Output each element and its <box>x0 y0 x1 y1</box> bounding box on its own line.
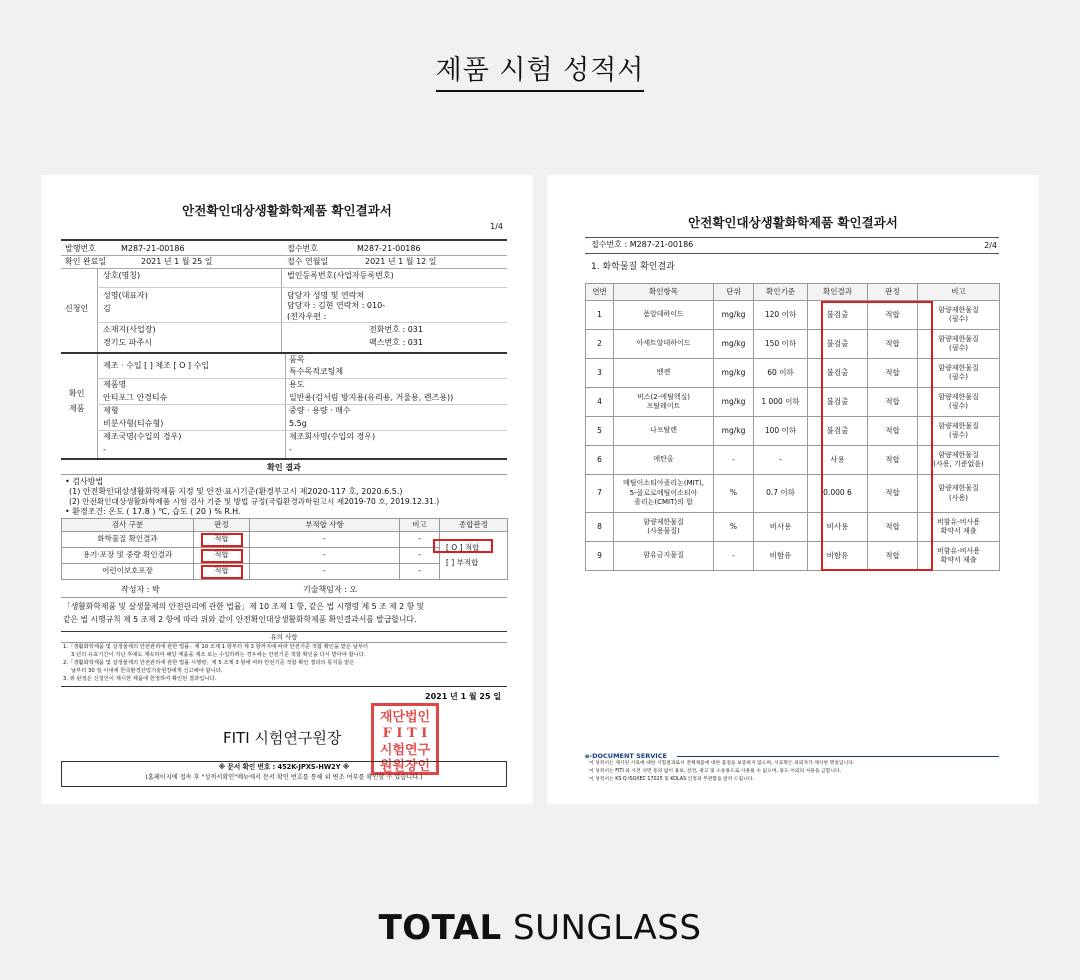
notice-title: 유의 사항 <box>270 633 298 641</box>
chem-cell-result: 불검출 <box>808 330 868 359</box>
chem-cell-result: 0.000 6 <box>808 475 868 513</box>
chem-row <box>586 513 1000 542</box>
footer-line-1: 이 성적서는 제시된 시료에 대한 시험결과로서 전체제품에 대한 품질을 보증하지 않으며, 시료명은 의뢰자가 제시한 명칭입니다. <box>589 761 855 766</box>
method-2: (2) 안전확인대상생활화학제품 시험 검사 기준 및 방법 규정(국립환경과학원고시 제2019-70 호, 2019.12.31.) <box>69 497 440 506</box>
edocument-service-title: e-DOCUMENT SERVICE <box>585 752 667 760</box>
chem-cell-item: 비스(2-에틸헥실) 프탈레이트 <box>614 388 714 417</box>
notice-1: 1.「생활화학제품 및 살생물제의 안전관리에 관한 법률」제 10 조제 1 항부터 제 3 항까지에 따라 안전기준 적합 확인을 받은 날부터 <box>63 644 369 650</box>
result-header: 판정 <box>194 519 250 532</box>
chem-cell-item: 함유금지물질 <box>614 542 714 571</box>
chem-cell-item: 폼알데하이드 <box>614 301 714 330</box>
chem-cell-unit: - <box>714 542 754 571</box>
result-row-issue: - <box>250 548 400 564</box>
chem-cell-std: 100 이하 <box>754 417 808 446</box>
chem-cell-std: 0.7 이하 <box>754 475 808 513</box>
chem-cell-result: 불검출 <box>808 359 868 388</box>
chem-cell-verdict: 적합 <box>868 513 918 542</box>
method-1: (1) 안전확인대상생활화학제품 지정 및 안전·표시기준(환경부고시 제2020-117 호, 2020.6.5.) <box>69 487 403 496</box>
chem-cell-verdict: 적합 <box>868 301 918 330</box>
chem-cell-item: 아세트알데하이드 <box>614 330 714 359</box>
chem-row <box>586 446 1000 475</box>
rep-label: 성명(대표자) <box>103 291 148 300</box>
chem-cell-unit: mg/kg <box>714 359 754 388</box>
chem-cell-item: 함량제한물질 (사용물질) <box>614 513 714 542</box>
director: FITI 시험연구원장 <box>223 729 342 747</box>
method-title: • 검사방법 <box>65 477 104 486</box>
chem-cell-result: 불검출 <box>808 301 868 330</box>
item-label: 품목 <box>289 355 305 364</box>
chem-cell-note: 함량제한물질 (필수) <box>918 388 1000 417</box>
result-row-name: 용기·포장 및 중량 확인결과 <box>62 548 194 564</box>
chem-cell-no: 9 <box>586 542 614 571</box>
chem-cell-no: 3 <box>586 359 614 388</box>
result-header: 검사 구분 <box>62 519 194 532</box>
country: - <box>103 445 106 454</box>
issue-date: 2021 년 1 월 25 일 <box>425 692 502 701</box>
form: 비분사형(티슈형) <box>103 419 164 428</box>
result-heading: 확인 결과 <box>267 463 301 472</box>
footer-line-3: 이 성적서는 KS Q ISO/IEC 17025 및 KOLAS 인정과 무관함을 알려 드립니다. <box>589 777 754 782</box>
chem-cell-note: 함량제한물질 (필수) <box>918 330 1000 359</box>
result-header: 비고 <box>400 519 440 532</box>
chem-cell-no: 1 <box>586 301 614 330</box>
use: 일반용(김서림 방지용(유리용, 거울용, 렌즈용)) <box>289 393 454 402</box>
chem-cell-result: 불검출 <box>808 388 868 417</box>
manager-label: 담당자 성명 및 연락처 <box>287 291 365 300</box>
chem-cell-unit: - <box>714 446 754 475</box>
chem-cell-note: 비함유-비사용 확약서 제출 <box>918 513 1000 542</box>
result-row-issue: - <box>250 564 400 580</box>
name: 안티포그 안경티슈 <box>103 393 168 402</box>
chem-cell-item: 에탄올 <box>614 446 714 475</box>
chem-cell-std: 1 000 이하 <box>754 388 808 417</box>
verdict-highlight <box>201 549 243 563</box>
chem-cell-note: 함량제한물질 (사용) <box>918 475 1000 513</box>
certificate-page-1 <box>41 175 533 804</box>
result-row-verdict: 적합 <box>194 532 250 548</box>
env-conditions: • 환경조건: 온도 ( 17.8 ) ℃, 습도 ( 20 ) % R.H. <box>65 507 241 516</box>
chem-row <box>586 388 1000 417</box>
chem-cell-no: 5 <box>586 417 614 446</box>
chem-cell-item: 메틸이소티아졸리논(MIT), 5-클로로메틸이소티아 졸리논(CMIT)의 합 <box>614 475 714 513</box>
chem-row <box>586 301 1000 330</box>
official-seal: 재단법인 F I T I 시험연구 원원장인 <box>371 703 439 775</box>
chem-cell-unit: mg/kg <box>714 417 754 446</box>
verdict-highlight <box>201 533 243 547</box>
result-row-name: 화학물질 확인결과 <box>62 532 194 548</box>
item: 특수목적코팅제 <box>289 367 344 376</box>
result-row-verdict: 적합 <box>194 548 250 564</box>
chem-cell-unit: mg/kg <box>714 301 754 330</box>
chem-cell-std: 120 이하 <box>754 301 808 330</box>
writer: 작성자 : 박 <box>121 585 160 594</box>
name-label: 제품명 <box>103 380 127 389</box>
chem-cell-item: 나프탈렌 <box>614 417 714 446</box>
chemical-result-table <box>585 283 1000 571</box>
use-label: 용도 <box>289 380 305 389</box>
chem-cell-verdict: 적합 <box>868 359 918 388</box>
manager: 담당자 : 김현 연락처 : 010- <box>287 301 386 310</box>
chem-header: 판정 <box>868 284 918 301</box>
chem-cell-result: 비함유 <box>808 542 868 571</box>
page-heading: 제품 시험 성적서 <box>0 48 1080 87</box>
overall-highlight <box>433 539 493 553</box>
chem-header: 확인항목 <box>614 284 714 301</box>
fax: 팩스번호 : 031 <box>369 338 423 347</box>
certificate-page-2 <box>547 175 1039 804</box>
email: (전자우편 : <box>287 312 327 321</box>
doc1-title: 안전확인대상생활화학제품 확인결과서 <box>182 203 392 218</box>
result-header: 부적합 사항 <box>250 519 400 532</box>
rep-value: 김 <box>103 304 111 313</box>
chem-cell-item: 벤젠 <box>614 359 714 388</box>
bizno-label: 법인등록번호(사업자등록번호) <box>287 271 394 280</box>
address: 경기도 파주시 <box>103 338 152 347</box>
receipt-no-label: 접수번호 <box>287 244 318 253</box>
result-row-note: - <box>400 532 440 548</box>
confirm-date-label: 확인 완료일 <box>65 257 107 266</box>
chem-cell-verdict: 적합 <box>868 446 918 475</box>
chem-cell-unit: % <box>714 475 754 513</box>
product-label-1: 확인 <box>69 389 85 398</box>
result-row-name: 어린이보호포장 <box>62 564 194 580</box>
tech-manager: 기술책임자 : 오 <box>303 585 358 594</box>
statement-line-1: 「생활화학제품 및 살생물제의 안전관리에 관한 법률」제 10 조제 1 항, 같은 법 시행령 제 5 조 제 2 항 및 <box>63 602 425 611</box>
notice-2: 2.「생활화학제품 및 살생물제의 안전관리에 관한 법률 시행령」제 5 조제 3 항에 따라 안전기준 적합 확인 결과의 통지를 받은 <box>63 660 355 666</box>
overall-fail: [ ] 부적합 <box>446 557 479 567</box>
notice-2b: 날부터 30 일 이내에 한국환경산업기술원장에게 신고해야 합니다. <box>71 668 223 674</box>
issue-no: M287-21-00186 <box>121 244 185 253</box>
chem-cell-verdict: 적합 <box>868 330 918 359</box>
result-row-verdict: 적합 <box>194 564 250 580</box>
footer-line-2: 이 성적서는 FITI 와 사전 서면 동의 없이 홍보, 선전, 광고 및 소송용도로 사용될 수 없으며, 용도 이외의 사용을 금합니다. <box>589 769 842 774</box>
doc1-page-number: 1/4 <box>490 222 503 231</box>
chem-cell-note: 함량제한물질 (필수) <box>918 417 1000 446</box>
chem-row <box>586 475 1000 513</box>
applicant-label: 신청인 <box>65 304 89 313</box>
verdict-highlight <box>201 565 243 579</box>
chem-cell-note: 함량제한물질 (필수) <box>918 301 1000 330</box>
chem-cell-std: 150 이하 <box>754 330 808 359</box>
notice-1b: 3 년의 유효기간이 지난 후에도 계속하여 해당 제품을 제조 또는 수입하려는 경우에는 안전기준 적합 확인을 다시 받아야 합니다. <box>71 652 366 658</box>
result-row-note: - <box>400 564 440 580</box>
chem-cell-result: 사용 <box>808 446 868 475</box>
chem-cell-unit: mg/kg <box>714 388 754 417</box>
confirm-date: 2021 년 1 월 25 일 <box>141 257 213 266</box>
mfg-import: 제조 · 수입 [ ] 제조 [ O ] 수입 <box>103 361 210 370</box>
chem-row <box>586 417 1000 446</box>
chem-row <box>586 359 1000 388</box>
receipt-date: 2021 년 1 월 12 일 <box>365 257 437 266</box>
chem-cell-no: 6 <box>586 446 614 475</box>
result-row-issue: - <box>250 532 400 548</box>
chem-cell-std: 60 이하 <box>754 359 808 388</box>
receipt-date-label: 접수 연월일 <box>287 257 329 266</box>
doc2-receipt: 접수번호 : M287-21-00186 <box>591 240 694 249</box>
chem-cell-result: 비사용 <box>808 513 868 542</box>
chem-header: 단위 <box>714 284 754 301</box>
company-label: 상호(명칭) <box>103 271 141 280</box>
notice-3: 3. 위 판정은 신청인이 제시한 제품에 한정하여 확인된 결과입니다. <box>63 676 217 682</box>
maker: - <box>289 445 292 454</box>
doc2-title: 안전확인대상생활화학제품 확인결과서 <box>688 215 898 230</box>
chem-cell-note: 함량제한물질 (필수) <box>918 359 1000 388</box>
chem-cell-no: 2 <box>586 330 614 359</box>
receipt-no: M287-21-00186 <box>357 244 421 253</box>
chem-cell-verdict: 적합 <box>868 417 918 446</box>
chem-cell-verdict: 적합 <box>868 388 918 417</box>
chem-header: 확인결과 <box>808 284 868 301</box>
chem-cell-std: 비함유 <box>754 542 808 571</box>
chem-cell-std: 비사용 <box>754 513 808 542</box>
chem-header: 비고 <box>918 284 1000 301</box>
chem-cell-unit: % <box>714 513 754 542</box>
chem-row <box>586 542 1000 571</box>
result-header: 종합판정 <box>440 519 508 532</box>
chem-cell-no: 8 <box>586 513 614 542</box>
maker-label: 제조회사명(수입의 경우) <box>289 432 376 441</box>
chem-header: 연번 <box>586 284 614 301</box>
doc-number-note: (홈페이지에 접속 후 "성적서확인"메뉴에서 문서 확인 번호를 통해 위 변조 여부를 확인할 수 있습니다.) <box>145 774 423 781</box>
chem-cell-result: 불검출 <box>808 417 868 446</box>
tel: 전화번호 : 031 <box>369 325 423 334</box>
product-label-2: 제품 <box>69 404 85 413</box>
result-row-note: - <box>400 548 440 564</box>
chem-cell-note: 비함유-비사용 확약서 제출 <box>918 542 1000 571</box>
chem-cell-std: - <box>754 446 808 475</box>
chem-cell-no: 4 <box>586 388 614 417</box>
chem-cell-note: 함량제한물질 (사용, 기준없음) <box>918 446 1000 475</box>
overall-pass: [ O ] 적합 <box>446 543 480 553</box>
chem-row <box>586 330 1000 359</box>
form-label: 제형 <box>103 406 119 415</box>
chem-cell-verdict: 적합 <box>868 542 918 571</box>
address-label: 소재지(사업장) <box>103 325 156 334</box>
chem-cell-unit: mg/kg <box>714 330 754 359</box>
issue-no-label: 발행번호 <box>65 244 96 253</box>
doc-number: ※ 문서 확인 번호 : 452K-JPXS-HW2Y ※ <box>218 763 350 771</box>
chem-header: 확인기준 <box>754 284 808 301</box>
result-highlight <box>821 301 933 571</box>
brand-logo: TOTAL SUNGLASS <box>378 908 702 948</box>
section-title: 1. 화학물질 확인결과 <box>591 262 675 272</box>
weight: 5.5g <box>289 419 307 428</box>
weight-label: 중량 · 용량 · 매수 <box>289 406 351 415</box>
chem-cell-no: 7 <box>586 475 614 513</box>
doc2-page-number: 2/4 <box>984 241 997 250</box>
statement-line-2: 같은 법 시행규칙 제 5 조제 2 항에 따라 위와 같이 안전확인대상생활화학제품 확인결과서를 발급합니다. <box>63 615 417 624</box>
country-label: 제조국명(수입의 경우) <box>103 432 182 441</box>
chem-cell-verdict: 적합 <box>868 475 918 513</box>
